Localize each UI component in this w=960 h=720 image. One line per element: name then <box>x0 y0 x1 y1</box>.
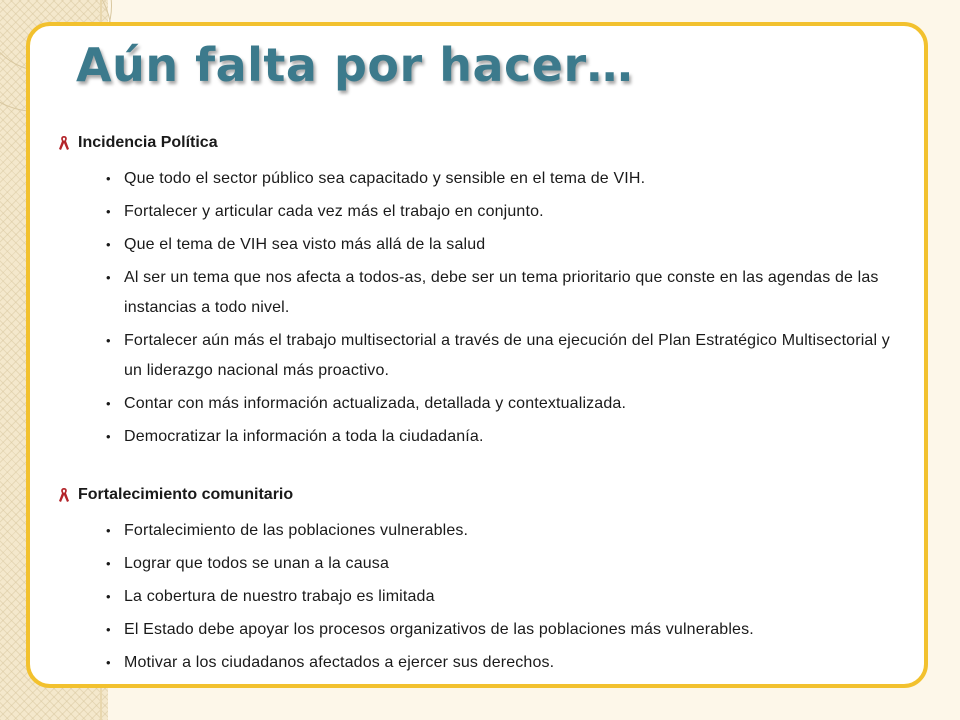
bullet-dot: • <box>106 270 111 285</box>
red-ribbon-icon <box>58 487 70 503</box>
section-heading-label: Incidencia Política <box>78 134 218 151</box>
list-item-text: La cobertura de nuestro trabajo es limitada <box>124 588 435 605</box>
list-item-text: Motivar a los ciudadanos afectados a ejercer sus derechos. <box>124 654 555 671</box>
list-item-text: Contar con más información actualizada, detallada y contextualizada. <box>124 395 627 412</box>
list-item-text: Lograr que todos se unan a la causa <box>124 555 389 572</box>
list-item-text: Fortalecimiento de las poblaciones vulnerables. <box>124 522 469 539</box>
list-item-text: Democratizar la información a toda la ciudadanía. <box>124 428 484 445</box>
bullet-dot: • <box>106 171 111 186</box>
red-ribbon-icon <box>58 135 70 151</box>
list-item <box>104 582 904 612</box>
bullet-dot: • <box>106 396 111 411</box>
bullet-dot: • <box>106 523 111 538</box>
list-item-text: Que el tema de VIH sea visto más allá de la salud <box>124 236 486 253</box>
bullet-dot: • <box>106 237 111 252</box>
slide-title: Aún falta por hacer… <box>76 38 634 92</box>
bullet-list-incidencia <box>104 164 904 455</box>
list-item <box>104 422 904 452</box>
list-item <box>104 326 904 386</box>
list-item-text: El Estado debe apoyar los procesos organizativos de las poblaciones más vulnerables. <box>124 621 754 638</box>
list-item <box>104 230 904 260</box>
list-item <box>104 389 904 419</box>
list-item <box>104 197 904 227</box>
list-item <box>104 516 904 546</box>
list-item-text: Fortalecer y articular cada vez más el trabajo en conjunto. <box>124 203 544 220</box>
bullet-dot: • <box>106 204 111 219</box>
bullet-dot: • <box>106 655 111 670</box>
list-item <box>104 615 904 645</box>
bullet-dot: • <box>106 429 111 444</box>
list-item-text: Al ser un tema que nos afecta a todos-as, debe ser un tema prioritario que conste en las agendas de las instancias a todo nivel. <box>124 269 879 316</box>
section-heading-label: Fortalecimiento comunitario <box>78 486 294 503</box>
list-item <box>104 648 904 678</box>
list-item <box>104 263 904 323</box>
list-item <box>104 164 904 194</box>
section-heading-incidencia <box>58 134 218 152</box>
section-heading-fortalecimiento <box>58 486 293 504</box>
list-item <box>104 549 904 579</box>
bullet-dot: • <box>106 589 111 604</box>
bullet-dot: • <box>106 556 111 571</box>
bullet-list-fortalecimiento <box>104 516 904 681</box>
bullet-dot: • <box>106 333 111 348</box>
bullet-dot: • <box>106 622 111 637</box>
list-item-text: Que todo el sector público sea capacitado y sensible en el tema de VIH. <box>124 170 646 187</box>
list-item-text: Fortalecer aún más el trabajo multisectorial a través de una ejecución del Plan Estratégico Multisectorial y un liderazgo nacional más proactivo. <box>124 332 890 379</box>
